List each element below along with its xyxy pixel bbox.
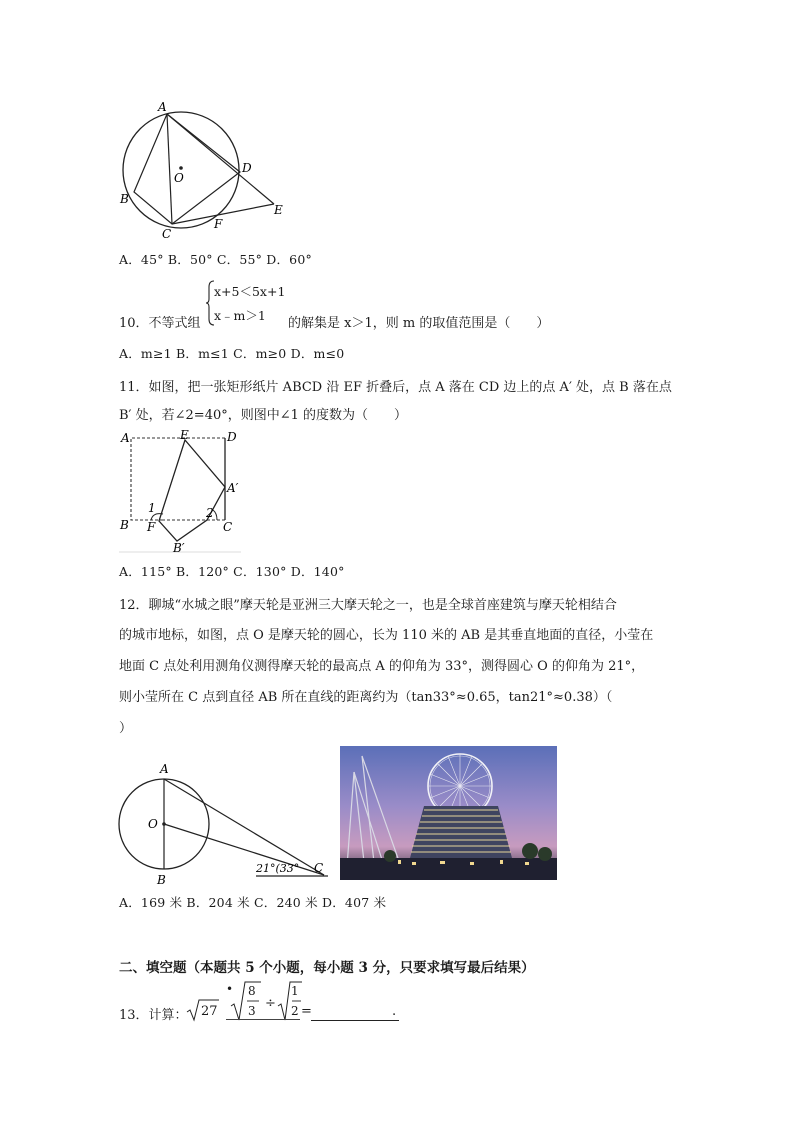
- q9-options: A．45° B．50° C．55° D．60°: [119, 252, 312, 267]
- q9-line-ce: [172, 204, 274, 224]
- q11-label-d: D: [227, 430, 237, 444]
- section-heading-fill-in: 二、填空题（本题共 5 个小题，每小题 3 分，只要求填写最后结果）: [119, 960, 535, 976]
- q13-frac2-numerator: 1: [291, 984, 299, 998]
- q12-line-ac: [164, 779, 324, 875]
- q13-radical-1-2: [277, 980, 303, 1022]
- q12-ferris-wheel-photo: [340, 746, 557, 880]
- q9-label-c: C: [162, 227, 172, 240]
- q11-label-b-prime: B′: [173, 541, 185, 555]
- q13-divide-sign: ÷: [265, 996, 276, 1011]
- q11-label-angle1: 1: [148, 501, 156, 515]
- q11-label-c: C: [223, 520, 233, 534]
- q11-label-f: F: [147, 520, 156, 534]
- q10-options: A．m≥1 B．m≤1 C．m≥0 D．m≤0: [119, 346, 345, 361]
- q10-inequality-2: x﹣m＞1: [214, 308, 266, 323]
- q12-options: A．169 米 B．204 米 C．240 米 D．407 米: [119, 895, 387, 910]
- q12-line-oc: [164, 824, 324, 875]
- q13-prefix: 13．计算：: [119, 1008, 188, 1023]
- q11-options: A．115° B．120° C．130° D．140°: [119, 564, 345, 579]
- q13-frac1-numerator: 8: [248, 984, 256, 998]
- q12-figure: [114, 758, 334, 888]
- q12-label-angles: 21°(33°: [256, 862, 300, 875]
- q9-chord-ac: [167, 114, 172, 224]
- q9-label-d: D: [242, 161, 252, 175]
- q11-label-angle2: 2: [206, 506, 214, 520]
- q9-label-a: A: [158, 100, 167, 114]
- q13-frac2-denominator: 2: [291, 1004, 299, 1018]
- q9-label-e: E: [274, 203, 283, 217]
- q12-center-dot: [162, 822, 166, 826]
- q11-figure: [117, 428, 243, 556]
- q9-center-dot: [179, 166, 183, 170]
- q9-label-f: F: [214, 217, 223, 231]
- q13-period: .: [392, 1004, 397, 1019]
- q11-label-a: A: [121, 431, 130, 445]
- q11-label-e: E: [180, 428, 189, 442]
- q13-answer-blank[interactable]: [311, 1006, 399, 1025]
- q12-line-5: ）: [119, 721, 133, 736]
- q12-line-3: 地面 C 点处利用测角仪测得摩天轮的最高点 A 的仰角为 33°，测得圆心 O 的仰角为 21°，: [119, 659, 645, 674]
- q11-folded-shape: [159, 440, 225, 541]
- q11-line-1: 11．如图，把一张矩形纸片 ABCD 沿 EF 折叠后，点 A 落在 CD 边上的点 A′ 处，点 B 落在点: [119, 380, 672, 395]
- q12-label-o: O: [148, 817, 158, 831]
- q9-figure: [114, 98, 304, 240]
- q12-line-2: 的城市地标，如图，点 O 是摩天轮的圆心，长为 110 米的 AB 是其垂直地面的直径，小莹在: [119, 628, 654, 643]
- q12-line-4: 则小莹所在 C 点到直径 AB 所在直线的距离约为（tan33°≈0.65，tan21°≈0.38）（: [119, 690, 613, 705]
- q13-radical-8-3: [230, 980, 262, 1022]
- q12-label-c: C: [314, 861, 324, 875]
- q11-label-b: B: [120, 518, 129, 532]
- q9-circle: [123, 112, 239, 228]
- q13-radicand-27: 27: [201, 1004, 218, 1019]
- q9-label-b: B: [120, 192, 129, 206]
- q13-multiply-dot: •: [226, 982, 234, 996]
- q11-line-2: B′ 处，若∠2=40°，则图中∠1 的度数为（ ）: [119, 408, 408, 423]
- q10-prefix: 10．不等式组: [119, 316, 201, 331]
- q10-inequality-system: [206, 279, 288, 327]
- q12-line-1: 12．聊城“水城之眼”摩天轮是亚洲三大摩天轮之一，也是全球首座建筑与摩天轮相结合: [119, 598, 617, 613]
- q13-equals: =: [301, 1004, 312, 1019]
- q13-frac1-denominator: 3: [248, 1004, 256, 1018]
- q12-label-b: B: [157, 873, 166, 887]
- q9-label-o: O: [174, 171, 184, 185]
- q13-expression-rule: [226, 1019, 300, 1020]
- q10-inequality-1: x+5＜5x+1: [214, 284, 286, 299]
- q12-label-a: A: [160, 762, 169, 776]
- q11-label-a-prime: A′: [227, 481, 239, 495]
- q10-suffix: 的解集是 x＞1，则 m 的取值范围是（ ）: [288, 316, 550, 331]
